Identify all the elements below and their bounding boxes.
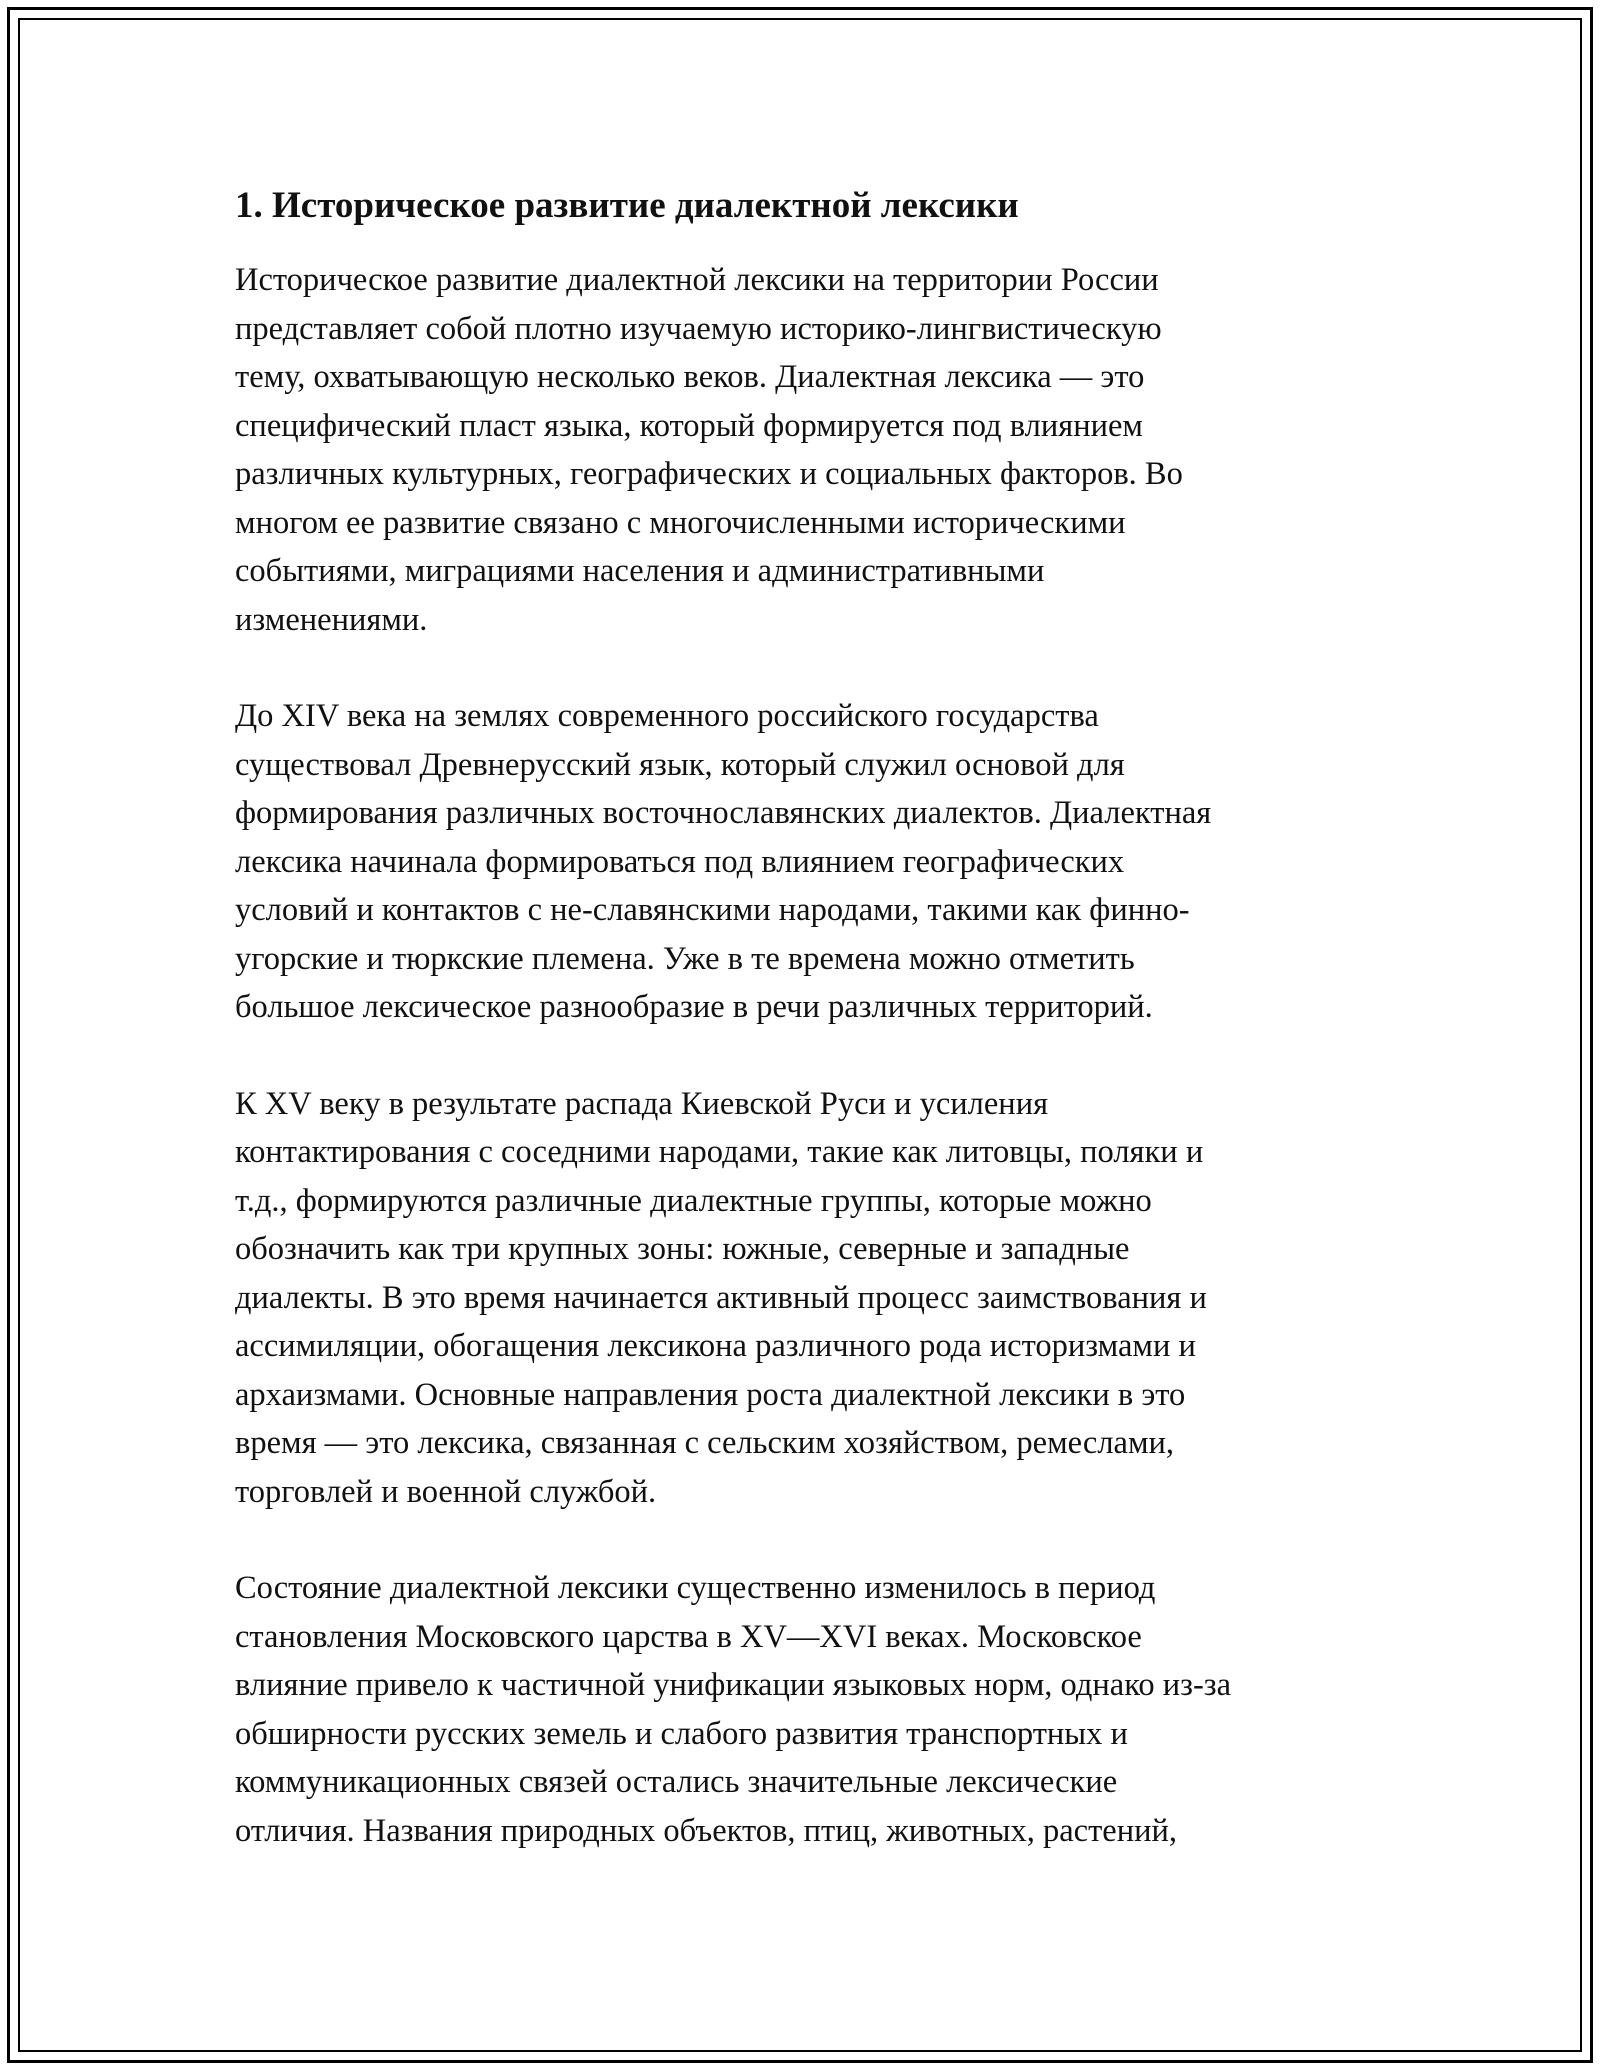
paragraph-line: лексика начинала формироваться под влиянием географических — [235, 843, 1125, 880]
paragraph-line: Историческое развитие диалектной лексики на территории России — [235, 262, 1159, 298]
paragraph-line: контактирования с соседними народами, такие как литовцы, поляки и — [235, 1134, 1204, 1170]
paragraph-line: ассимиляции, обогащения лексикона различного рода историзмами и — [235, 1328, 1196, 1364]
document-content — [235, 178, 1365, 1903]
paragraph-line: коммуникационных связей остались значительные лексические — [235, 1764, 1118, 1800]
paragraph-4 — [235, 1564, 1365, 1855]
paragraph-line: становления Московского царства в XV—XVI веках. Московское — [235, 1618, 1142, 1655]
paragraph-line: формирования различных восточнославянских диалектов. Диалектная — [235, 795, 1212, 831]
paragraph-line: диалекты. В это время начинается активный процесс заимствования и — [235, 1279, 1207, 1316]
paragraph-line: обширности русских земель и слабого развития транспортных и — [235, 1715, 1128, 1752]
paragraph-line: т.д., формируются различные диалектные группы, которые можно — [235, 1182, 1152, 1219]
paragraph-line: событиями, миграциями населения и административными — [235, 553, 1045, 589]
paragraph-line: представляет собой плотно изучаемую историко-лингвистическую — [235, 310, 1162, 347]
paragraph-2 — [235, 692, 1365, 1032]
paragraph-1 — [235, 256, 1365, 644]
paragraph-line: изменениями. — [235, 601, 428, 638]
paragraph-line: специфический пласт языка, который формируется под влиянием — [235, 407, 1143, 444]
paragraph-line: различных культурных, географических и социальных факторов. Во — [235, 456, 1183, 492]
paragraph-line: Состояние диалектной лексики существенно изменилось в период — [235, 1570, 1156, 1606]
paragraph-line: До XIV века на землях современного российского государства — [235, 698, 1099, 734]
paragraph-line: существовал Древнерусский язык, который служил основой для — [235, 746, 1125, 783]
paragraph-line: обозначить как три крупных зоны: южные, северные и западные — [235, 1231, 1130, 1267]
paragraph-3 — [235, 1080, 1365, 1517]
paragraph-line: угорские и тюркские племена. Уже в те времена можно отметить — [235, 940, 1135, 977]
section-heading: 1. Историческое развитие диалектной лексики — [235, 185, 1019, 226]
paragraph-line: отличия. Названия природных объектов, птиц, животных, растений, — [235, 1812, 1178, 1849]
paragraph-line: тему, охватывающую несколько веков. Диалектная лексика — это — [235, 359, 1145, 395]
paragraph-line: торговлей и военной службой. — [235, 1473, 657, 1510]
paragraph-line: влияние привело к частичной унификации языковых норм, однако из-за — [235, 1667, 1232, 1703]
paragraph-line: архаизмами. Основные направления роста диалектной лексики в это — [235, 1376, 1186, 1413]
paragraph-line: условий и контактов с не-славянскими народами, такими как финно- — [235, 892, 1190, 928]
paragraph-line: время — это лексика, связанная с сельским хозяйством, ремеслами, — [235, 1425, 1175, 1461]
paragraph-line: К XV веку в результате распада Киевской Руси и усиления — [235, 1085, 1049, 1122]
paragraph-line: большое лексическое разнообразие в речи различных территорий. — [235, 989, 1153, 1025]
paragraph-line: многом ее развитие связано с многочисленными историческими — [235, 504, 1126, 541]
